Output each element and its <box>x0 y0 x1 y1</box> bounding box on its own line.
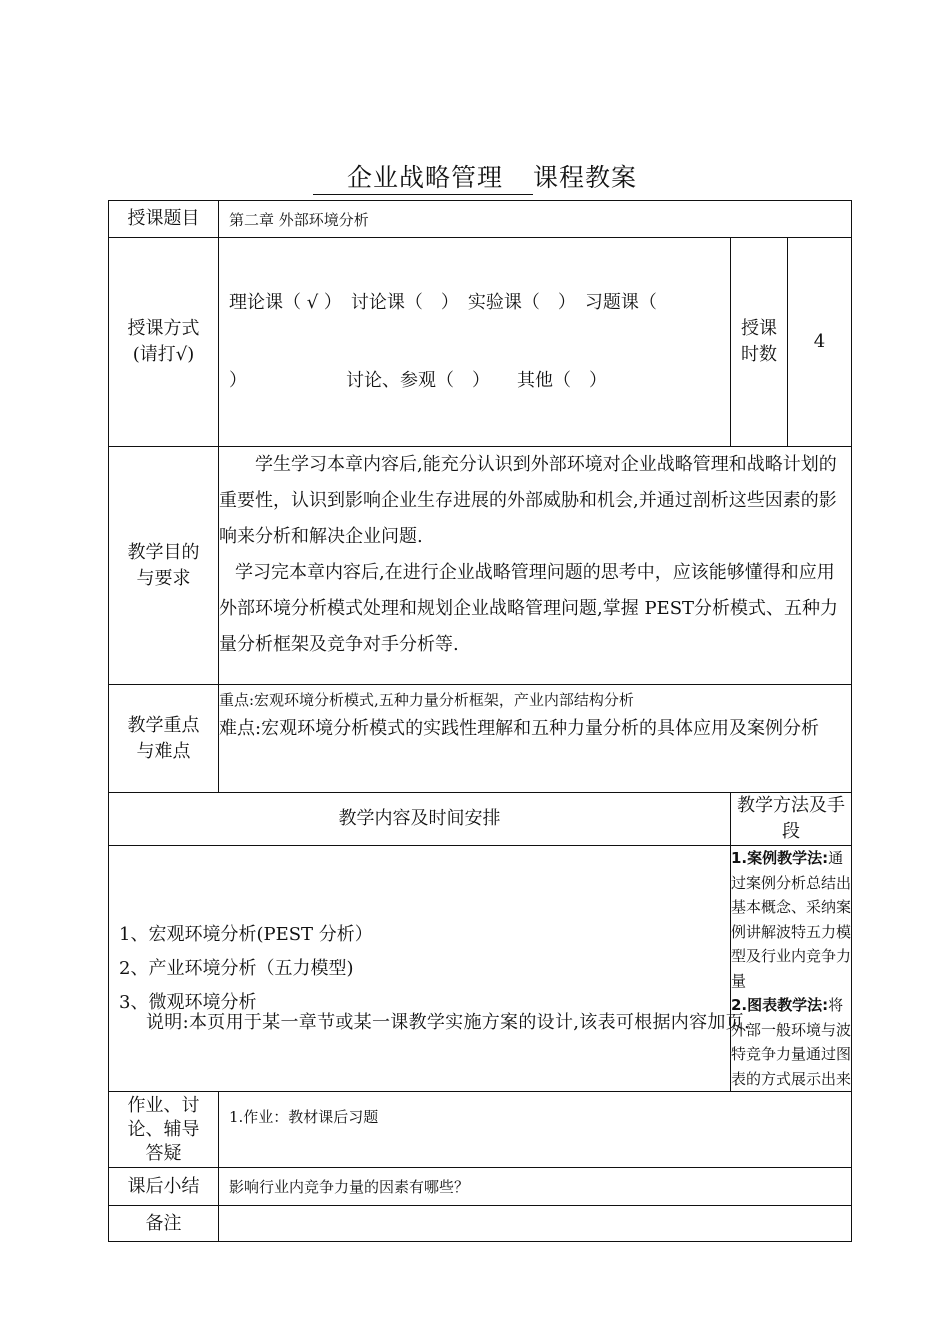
key-points-text <box>219 685 852 793</box>
mode-label-line1: 授课方式 <box>127 318 200 339</box>
title-suffix: 课程教案 <box>533 163 638 192</box>
method-chart-text: 将外部一般环境与波特竞争力量通过图表的方式展示出来 <box>731 996 852 1088</box>
method-case <box>731 846 851 993</box>
content-item: 2、产业环境分析（五力模型) <box>119 957 354 979</box>
mode-label <box>109 238 219 447</box>
summary-label: 课后小结 <box>109 1168 219 1206</box>
key-points-label-line2: 与难点 <box>136 740 191 762</box>
content-header: 教学内容及时间安排 <box>109 793 731 846</box>
hours-label-line1: 授课 <box>741 318 777 339</box>
row-objectives <box>109 447 852 685</box>
mode-label-line2: (请打√) <box>132 344 195 365</box>
course-name: 企业战略管理 <box>347 163 503 195</box>
row-summary <box>109 1168 852 1206</box>
row-homework <box>109 1092 852 1168</box>
key-points-label-line1: 教学重点 <box>127 714 200 736</box>
remarks-value <box>219 1206 852 1242</box>
row-topic <box>109 201 852 238</box>
objectives-label <box>109 447 219 685</box>
method-case-text: 通过案例分析总结出基本概念、采纳案例讲解波特五力模型及行业内竞争力量 <box>731 849 852 990</box>
homework-value: 1.作业：教材课后习题 <box>219 1092 852 1168</box>
methods-list <box>731 846 852 1092</box>
objectives-para-1: 学生学习本章内容后,能充分认识到外部环境对企业战略管理和战略计划的重要性，认识到影响企业生存进展的外部威胁和机会,并通过剖析这些因素的影响来分析和解决企业问题. <box>219 454 837 547</box>
row-key-points <box>109 685 852 793</box>
content-item: 3、微观环境分析 <box>119 991 257 1013</box>
row-mode <box>109 238 852 447</box>
lesson-plan-table <box>108 200 852 1242</box>
row-remarks <box>109 1206 852 1242</box>
objectives-text <box>219 447 852 685</box>
homework-label-line1: 作业、讨 <box>127 1094 200 1116</box>
mode-options-line1: 理论课（ √ ） 讨论课（ ） 实验课（ ） 习题课（ <box>229 292 657 313</box>
method-case-title: 1.案例教学法: <box>731 849 829 867</box>
hours-label <box>731 238 788 447</box>
homework-label-line3: 答疑 <box>145 1142 182 1164</box>
row-content <box>109 846 852 1092</box>
key-point: 重点:宏观环境分析模式,五种力量分析框架，产业内部结构分析 <box>219 691 634 709</box>
content-item: 1、宏观环境分析(PEST 分析） <box>119 923 373 945</box>
method-chart-title: 2.图表教学法: <box>731 996 829 1014</box>
summary-value: 影响行业内竞争力量的因素有哪些？ <box>219 1168 852 1206</box>
topic-value: 第二章 外部环境分析 <box>219 201 852 238</box>
key-points-label <box>109 685 219 793</box>
topic-label: 授课题目 <box>109 201 219 238</box>
methods-header: 教学方法及手段 <box>731 793 852 846</box>
homework-label-line2: 论、辅导 <box>127 1118 200 1140</box>
hours-value: 4 <box>788 238 852 447</box>
difficult-point: 难点:宏观环境分析模式的实践性理解和五种力量分析的具体应用及案例分析 <box>219 718 820 739</box>
footer-note: 说明:本页用于某一章节或某一课教学实施方案的设计,该表可根据内容加页. <box>146 1012 751 1033</box>
content-list <box>109 846 731 1092</box>
hours-label-line2: 时数 <box>741 344 777 365</box>
row-section-headers <box>109 793 852 846</box>
objectives-para-2: 学习完本章内容后,在进行企业战略管理问题的思考中，应该能够懂得和应用外部环境分析模式处理和规划企业战略管理问题,掌握 PEST分析模式、五种力量分析框架及竞争对手分析等. <box>219 562 839 655</box>
mode-options <box>219 238 731 447</box>
document-title <box>0 158 950 195</box>
mode-options-line2: ） 讨论、参观（ ） 其他（ ） <box>229 370 607 391</box>
objectives-label-line1: 教学目的 <box>127 541 200 563</box>
homework-label <box>109 1092 219 1168</box>
remarks-label: 备注 <box>109 1206 219 1242</box>
objectives-label-line2: 与要求 <box>136 567 191 589</box>
title-underline-lead <box>313 163 347 195</box>
title-underline-mid <box>503 163 533 195</box>
